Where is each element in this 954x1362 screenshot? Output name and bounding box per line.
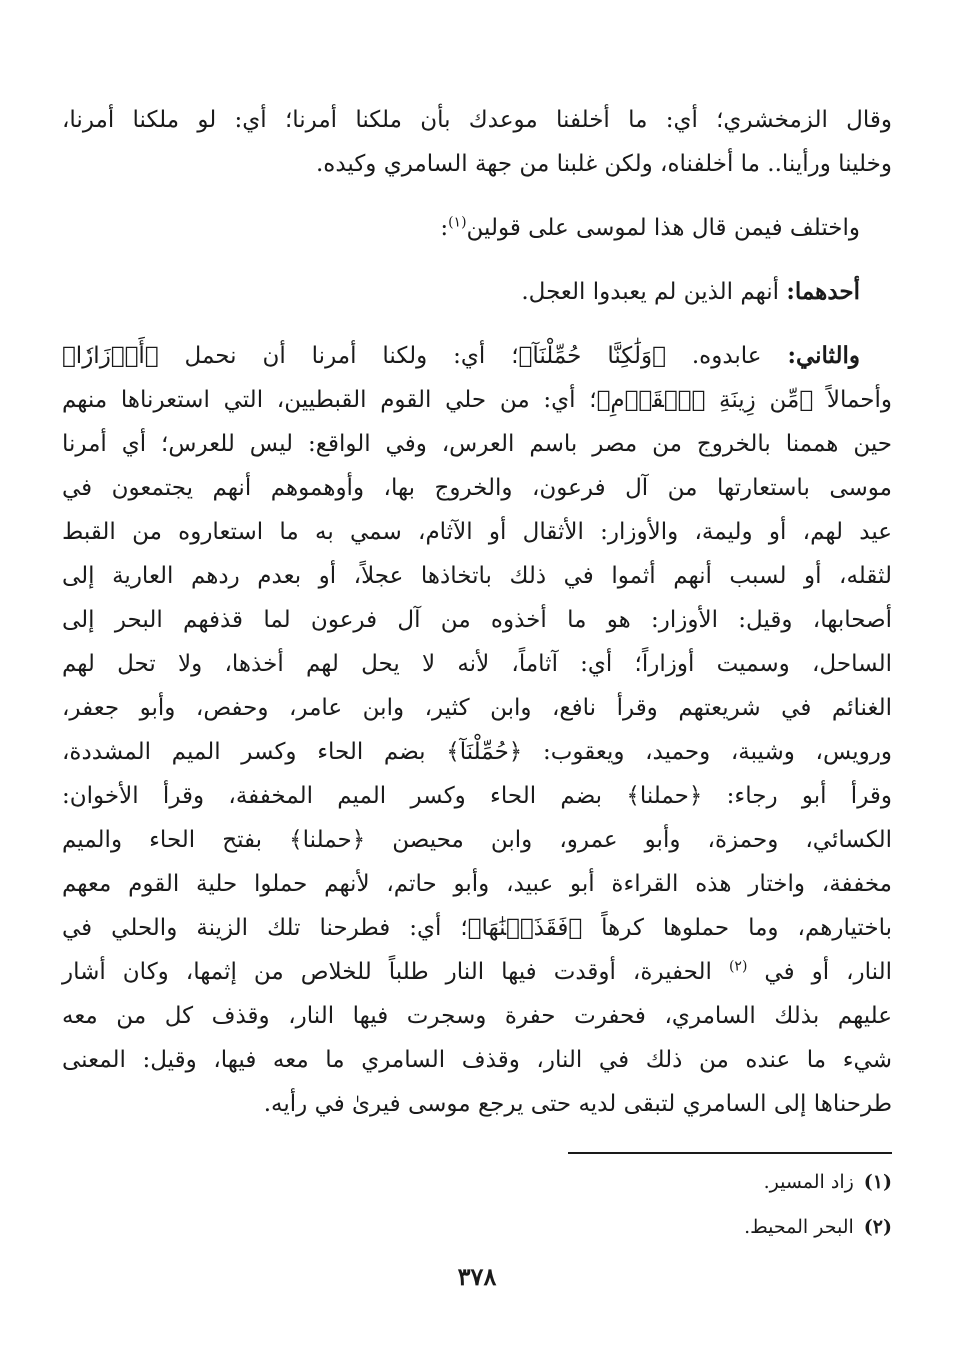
text-line: الكسائي، وحمزة، وأبو عمرو، وابن محيصن ﴿حملنا﴾ بفتح الحاء والميم xyxy=(62,827,892,853)
text-line: وقرأ أبو رجاء: ﴿حملنا﴾ بضم الحاء وكسر الميم المخففة، وقرأ الأخوان: xyxy=(62,783,892,809)
text-line: أصحابها، وقيل: الأوزار: هو ما أخذوه من آل فرعون لما قذفهم البحر إلى xyxy=(62,607,892,633)
footnote xyxy=(744,1212,892,1242)
footnote-text: زاد المسير. xyxy=(763,1171,854,1193)
footnote-text: البحر المحيط. xyxy=(744,1216,854,1238)
line-text: عابدوه. ﴿وَلَٰكِنَّا حُمِّلْنَآ﴾؛ أي: ولكنا أمرنا أن نحمل ﴿أَوۡزَارٗا﴾ xyxy=(62,343,788,369)
footnote-ref: (٢) xyxy=(728,958,748,975)
footnote-number: (١) xyxy=(863,1171,892,1193)
text-line xyxy=(62,272,860,312)
text-line: طرحناها إلى السامري لتبقى لديه حتى يرجع موسى فيرىٰ في رأيه. xyxy=(263,1091,892,1117)
text-line: الغنائم في شريعتهم وقرأ نافع، وابن كثير، وابن عامر، وحفص، وأبو جعفر، xyxy=(62,695,892,721)
text-line: وأحمالاً ﴿مِّن زِينَةِ ٱلۡقَوۡمِ﴾؛ أي: من حلي القوم القبطيين، التي استعرناها منهم xyxy=(62,387,892,413)
footnote-ref: (١) xyxy=(448,214,467,231)
paragraph-label: والثاني: xyxy=(787,342,860,369)
page-number: ٣٧٨ xyxy=(457,1262,497,1291)
text-line xyxy=(62,952,892,992)
text-line: ورويس، وشيبة، وحميد، ويعقوب: ﴿حُمِّلْنَآ﴾ بضم الحاء وكسر الميم المشددة، xyxy=(62,739,892,765)
line-text: النار، أو في xyxy=(747,959,892,985)
line-text: : xyxy=(440,215,449,241)
line-text: الحفيرة، أوقدت فيها النار طلباً للخلاص من إثمها، وكان أشار xyxy=(62,959,729,985)
text-line: موسى باستعارتها من آل فرعون، والخروج بها، وأوهموهم أنهم يجتمعون في xyxy=(62,475,892,501)
text-line: عيد لهم، أو وليمة، والأوزار: الأثقال أو الآثام، سمي به ما استعاروه من القبط xyxy=(62,519,892,545)
text-line: باختيارهم، وما حملوها كرهاً ﴿فَقَذَفۡنَٰهَا﴾؛ أي: فطرحنا تلك الزينة والحلي في xyxy=(62,915,892,941)
text-line: وقال الزمخشري؛ أي: ما أخلفنا موعدك بأن ملكنا أمرنا؛ أي: لو ملكنا أمرنا، xyxy=(62,107,892,133)
text-line: شيء ما عنده من ذلك في النار، وقذف السامري ما معه فيها، وقيل: المعنى xyxy=(62,1047,892,1073)
footnote-number: (٢) xyxy=(863,1216,892,1238)
text-line: عليهم بذلك السامري، فحفرت حفرة وسجرت فيها النار، وقذف كل من معه xyxy=(62,1003,892,1029)
text-line xyxy=(62,208,860,248)
text-line: الساحل، وسميت أوزاراً؛ أي: آثاماً، لأنه لا يحل لهم أخذها، ولا تحل لهم xyxy=(62,651,892,677)
paragraph-label: أحدهما: xyxy=(786,278,860,305)
footnote-separator xyxy=(568,1152,892,1154)
text-line: وخلينا ورأينا.. ما أخلفناه، ولكن غلبنا من جهة السامري وكيده. xyxy=(315,151,892,177)
line-text: واختلف فيمن قال هذا لموسى على قولين xyxy=(466,215,860,241)
text-line: لثقله، أو لسبب أنهم أثموا في ذلك باتخاذها عجلاً، أو بعدم ردهم العارية إلى xyxy=(62,563,892,589)
text-line: حين هممنا بالخروج من مصر باسم العرس، وفي الواقع: ليس للعرس؛ أي أمرنا xyxy=(62,431,892,457)
text-line xyxy=(62,336,860,376)
line-text: أنهم الذين لم يعبدوا العجل. xyxy=(521,279,787,305)
footnote xyxy=(764,1167,892,1197)
text-line: مخففة، واختار هذه القراءة أبو عبيد، وأبو حاتم، لأنهم حملوا حلية القوم معهم xyxy=(62,871,892,897)
